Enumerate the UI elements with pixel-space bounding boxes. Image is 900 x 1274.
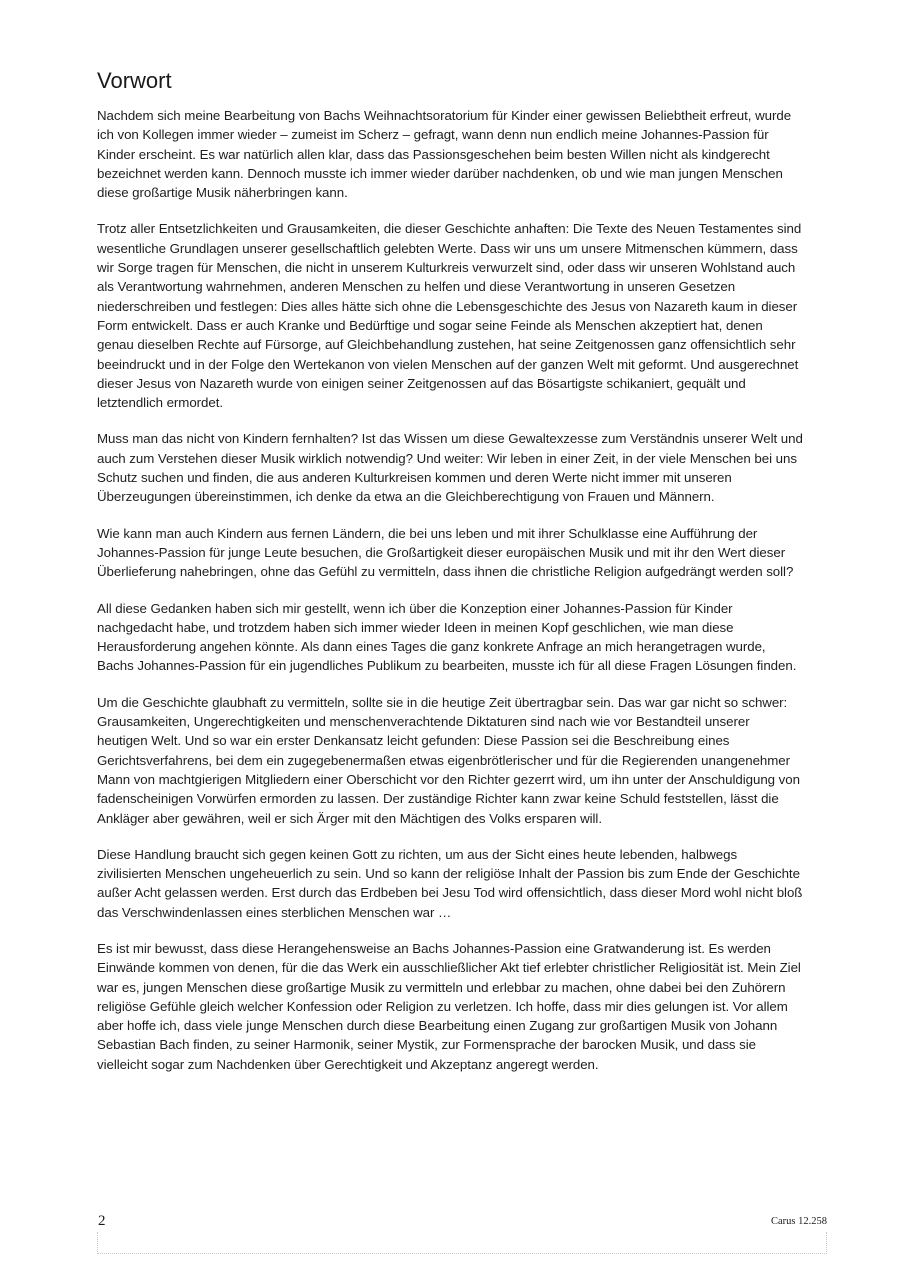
paragraph-8: Es ist mir bewusst, dass diese Herangehensweise an Bachs Johannes-Passion eine Gratwanderung ist. Es werden Einwände kommen von denen, für die das Werk ein ausschließlicher Akt tief erlebter christlicher Religiosität ist. Mein Ziel war es, jungen Menschen diese großartige Musik zu vermitteln und erlebbar zu machen, ohne dabei bei den Zuhörern religiöse Gefühle gleich welcher Konfession oder Religion zu verletzen. Ich hoffe, dass mir dies gelungen ist. Vor allem aber hoffe ich, dass viele junge Menschen durch diese Bearbeitung einen Zugang zur großartigen Musik von Johann Sebastian Bach finden, zu seiner Harmonik, seiner Mystik, zur Formensprache der barocken Musik, und dass sie vielleicht sogar zum Nachdenken über Gerechtigkeit und Akzeptanz angeregt werden. <box>97 940 801 1072</box>
paragraph-4: Wie kann man auch Kindern aus fernen Ländern, die bei uns leben und mit ihrer Schulklasse eine Aufführung der Johannes-Passion für junge Leute besuchen, die Großartigkeit dieser europäischen Musik und mit ihr den Wert dieser Überlieferung nahebringen, ohne das Gefühl zu vermitteln, dass ihnen die christliche Religion aufgedrängt werden soll? <box>97 525 794 580</box>
paragraph-2: Trotz aller Entsetzlichkeiten und Grausamkeiten, die dieser Geschichte anhaften: Die Texte des Neuen Testamentes sind wesentliche Grundlagen unserer gesellschaftlich gelebten Werte. Dass wir uns um unsere Mitmenschen kümmern, dass wir Sorge tragen für Menschen, die nicht in unserem Kulturkreis verwurzelt sind, oder dass wir unseren Wohlstand auch als Verantwortung wahrnehmen, anderen Menschen zu helfen und diese Verantwortung in unseren Gesetzen niederschreiben und festlegen: Dies alles hätte sich ohne die Lebensgeschichte des Jesus von Nazareth kaum in dieser Form entwickelt. Dass er auch Kranke und Bedürftige und sogar seine Feinde als Menschen akzeptiert hat, denen genau dieselben Rechte auf Fürsorge, auf Gleichbehandlung zustehen, hat seine Zeitgenossen ganz offensichtlich sehr beeindruckt und in der Folge den Wertekanon von vielen Menschen auf der ganzen Welt mit geformt. Und ausgerechnet dieser Jesus von Nazareth wurde von einigen seiner Zeitgenossen auf das Bösartigste schikaniert, gequält und letztendlich ermordet. <box>97 221 802 411</box>
page-title: Vorwort <box>97 68 172 93</box>
paragraph-3: Muss man das nicht von Kindern fernhalten? Ist das Wissen um diese Gewaltexzesse zum Verständnis unserer Welt und auch zum Verstehen dieser Musik wirklich notwendig? Und weiter: Wir leben in einer Zeit, in der viele Menschen bei uns Schutz suchen und finden, die aus anderen Kulturkreisen kommen und deren Werte nicht immer mit unseren Überzeugungen übereinstimmen, ich denke da etwa an die Gleichberechtigung von Frauen und Männern. <box>97 431 803 505</box>
paragraph-1: Nachdem sich meine Bearbeitung von Bachs Weihnachtsoratorium für Kinder einer gewissen Beliebtheit erfreut, wurde ich von Kollegen immer wieder – zumeist im Scherz – gefragt, wann denn nun endlich meine Johannes-Passion für Kinder erscheint. Es war natürlich allen klar, dass das Passionsgeschehen beim besten Willen nicht als kindgerecht bezeichnet werden kann. Dennoch musste ich immer wieder darüber nachdenken, ob und wie man jungen Menschen diese großartige Musik näherbringen kann. <box>97 108 792 201</box>
page-number: 2 <box>98 1213 106 1229</box>
footer-frame-right <box>826 1232 827 1254</box>
paragraph-7: Diese Handlung braucht sich gegen keinen Gott zu richten, um aus der Sicht eines heute lebenden, halbwegs zivilisierten Menschen ungeheuerlich zu sein. Und so kann der religiöse Inhalt der Passion bis zum Ende der Geschichte außer Acht gelassen werden. Erst durch das Erdbeben bei Jesu Tod wird offensichtlich, dass dieser Mord wohl nicht bloß das Verschwindenlassen eines sterblichen Menschen war … <box>97 846 803 920</box>
catalog-number: Carus 12.258 <box>771 1216 827 1227</box>
paragraph-5: All diese Gedanken haben sich mir gestellt, wenn ich über die Konzeption einer Johannes-Passion für Kinder nachgedacht habe, und trotzdem haben sich immer wieder Ideen in meinen Kopf geschlichen, wie man diese Herausforderung angehen könnte. Als dann eines Tages die ganz konkrete Anfrage an mich herangetragen wurde, Bachs Johannes-Passion für ein jugendliches Publikum zu bearbeiten, musste ich für all diese Fragen Lösungen finden. <box>97 600 797 674</box>
footer-frame-left <box>97 1232 98 1254</box>
paragraph-6: Um die Geschichte glaubhaft zu vermitteln, sollte sie in die heutige Zeit übertragbar sein. Das war gar nicht so schwer: Grausamkeiten, Ungerechtigkeiten und menschenverachtende Diktaturen sind nach wie vor Bestandteil unserer heutigen Welt. Und so war ein erster Denkansatz leicht gefunden: Diese Passion sei die Beschreibung eines Gerichtsverfahrens, bei dem ein zugegebenermaßen etwas eigenbrötlerischer und für die Regierenden unangenehmer Mann von machtgierigen Mitgliedern einer Oberschicht vor den Richter gezerrt wird, um ihn unter der Anschuldigung von fadenscheinigen Vorwürfen ermorden zu lassen. Der zuständige Richter kann zwar keine Schuld feststellen, lässt die Ankläger aber gewähren, weil er sich Ärger mit den Mächtigen des Volks ersparen will. <box>97 694 800 826</box>
preface-body <box>97 106 803 1091</box>
footer-rule <box>97 1253 827 1254</box>
